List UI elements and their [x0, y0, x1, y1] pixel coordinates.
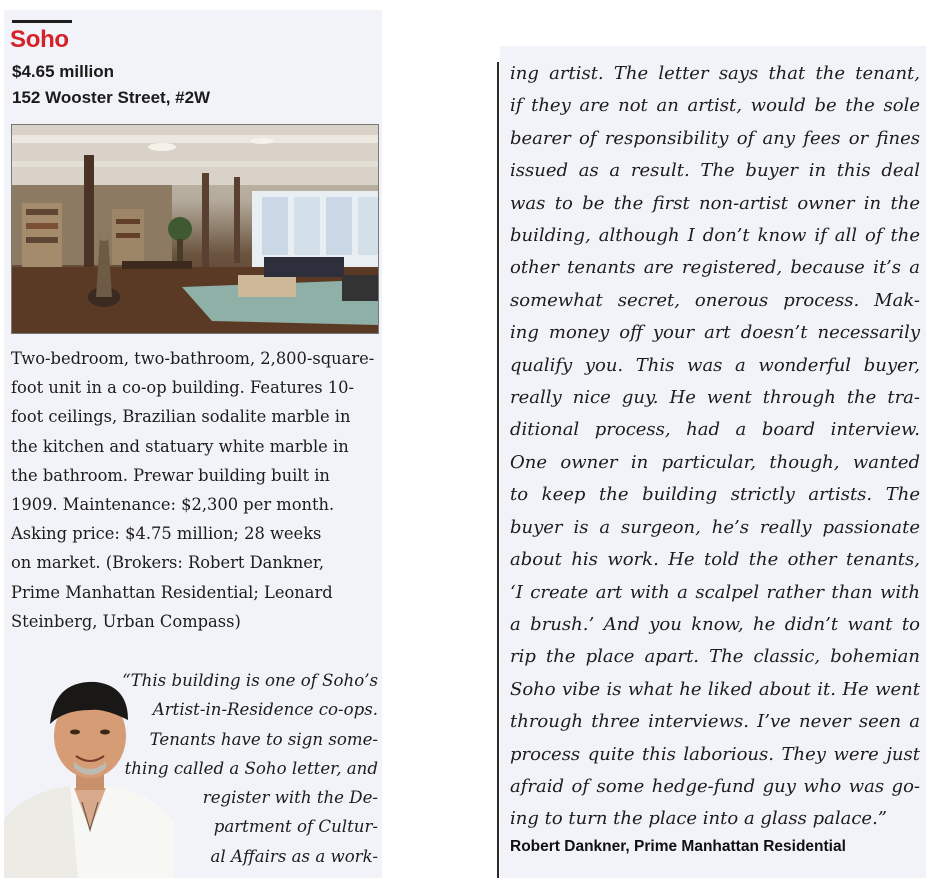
description-line: Steinberg, Urban Compass) [11, 611, 241, 631]
description-line: the bathroom. Prewar building built in [11, 465, 330, 485]
quote-line: “This building is one of Soho’s [122, 671, 378, 690]
quote-panel [500, 46, 926, 878]
listing-price: $4.65 million [12, 62, 115, 81]
quote-line: process quite this laborious. They were just [510, 743, 920, 765]
quote-left-column [4, 666, 378, 871]
quote-line: ‘I create art with a scalpel rather than with [510, 581, 920, 603]
listing-description [11, 344, 381, 636]
section-rule [12, 20, 72, 23]
listing-address: 152 Wooster Street, #2W [12, 88, 211, 107]
column-divider [497, 62, 499, 878]
description-line: Asking price: $4.75 million; 28 weeks [11, 524, 322, 544]
quote-line: ditional process, had a board interview. [510, 419, 920, 441]
quote-line: ing money off your art doesn’t necessarily [510, 322, 920, 344]
quote-right-column [510, 58, 920, 836]
quote-attribution: Robert Dankner, Prime Manhattan Residential [510, 838, 846, 855]
description-line: on market. (Brokers: Robert Dankner, [11, 553, 325, 573]
quote-line: afraid of some hedge-fund guy who was go- [510, 775, 920, 797]
quote-line: rip the place apart. The classic, bohemian [510, 646, 920, 668]
quote-line: somewhat secret, onerous process. Mak- [510, 289, 920, 311]
description-line: 1909. Maintenance: $2,300 per month. [11, 495, 335, 515]
quote-line: bearer of responsibility of any fees or fines [510, 127, 920, 149]
quote-line: other tenants are registered, because it’s a [510, 257, 920, 279]
quote-line: issued as a result. The buyer in this deal [510, 160, 920, 182]
quote-line: through three interviews. I’ve never seen a [510, 711, 920, 733]
quote-line: Soho vibe is what he liked about it. He went [510, 678, 920, 700]
quote-line: Artist-in-Residence co-ops. [152, 700, 378, 720]
description-line: Two-bedroom, two-bathroom, 2,800-square- [11, 349, 375, 368]
quote-line: Tenants have to sign some- [149, 729, 378, 749]
description-line: the kitchen and statuary white marble in [11, 436, 349, 456]
loft-interior-photo [11, 124, 379, 334]
quote-line: ing to turn the place into a glass palace.” [510, 808, 887, 830]
quote-line: One owner in particular, though, wanted [510, 451, 920, 473]
description-line: Prime Manhattan Residential; Leonard [11, 582, 333, 602]
neighborhood-title: Soho [10, 26, 69, 53]
quote-line: building, although I don’t know if all of the [510, 225, 920, 247]
quote-line: thing called a Soho letter, and [124, 758, 378, 778]
quote-line: was to be the first non-artist owner in the [510, 192, 920, 214]
quote-line: al Affairs as a work- [210, 846, 378, 866]
description-line: foot unit in a co-op building. Features 10- [11, 378, 354, 398]
quote-line: if they are not an artist, would be the sole [510, 95, 920, 117]
description-line: foot ceilings, Brazilian sodalite marble in [11, 407, 351, 427]
quote-line: buyer is a surgeon, he’s really passionate [510, 516, 920, 538]
quote-line: a brush.’ And you know, he didn’t want to [510, 613, 920, 635]
quote-line: qualify you. This was a wonderful buyer, [510, 354, 920, 376]
quote-line: about his work. He told the other tenants, [510, 549, 920, 571]
quote-line: register with the De- [202, 788, 378, 808]
quote-line: partment of Cultur- [213, 817, 378, 837]
quote-line: really nice guy. He went through the tra- [510, 387, 920, 409]
listing-panel [4, 10, 382, 878]
quote-line: ing artist. The letter says that the tenant, [510, 63, 920, 84]
quote-line: to keep the building strictly artists. The [510, 484, 920, 506]
